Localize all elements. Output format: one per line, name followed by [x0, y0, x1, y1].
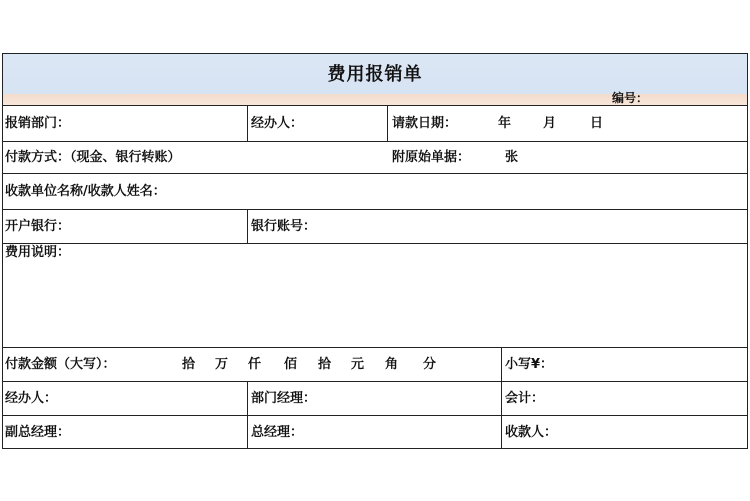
accountant-label: 会计：	[505, 391, 545, 406]
general-manager-label: 总经理：	[251, 425, 304, 440]
bank-label: 开户银行：	[5, 219, 71, 234]
row-divider	[2, 243, 748, 244]
payee-sign-label: 收款人：	[505, 425, 558, 440]
bottom-border	[2, 448, 748, 449]
cell-divider	[501, 347, 502, 448]
amount-unit: 拾	[318, 357, 332, 372]
amount-unit: 元	[351, 357, 365, 372]
day-label: 日	[590, 116, 604, 131]
row-divider	[2, 347, 748, 348]
row-divider	[2, 173, 748, 174]
row-divider	[2, 415, 748, 416]
amount-uppercase-label: 付款金额（大写）：	[5, 357, 116, 372]
top-border	[2, 53, 748, 54]
amount-unit: 佰	[284, 357, 298, 372]
attachments-label: 附原始单据：	[392, 150, 471, 165]
payee-label: 收款单位名称/收款人姓名：	[5, 184, 166, 199]
amount-lowercase-label: 小写¥：	[505, 357, 554, 372]
description-label: 费用说明：	[5, 245, 71, 260]
left-border	[2, 53, 3, 449]
right-border	[747, 53, 748, 449]
form-title: 费用报销单	[327, 64, 423, 85]
bank-account-label: 银行账号：	[251, 219, 317, 234]
dept-manager-label: 部门经理：	[251, 391, 317, 406]
amount-unit: 分	[423, 357, 437, 372]
cell-divider	[387, 105, 388, 141]
cell-divider	[247, 105, 248, 141]
row-divider	[2, 209, 748, 210]
amount-unit: 仟	[248, 357, 262, 372]
row-divider	[2, 381, 748, 382]
amount-unit: 万	[215, 357, 229, 372]
amount-unit: 拾	[182, 357, 196, 372]
department-label: 报销部门：	[5, 116, 71, 131]
row-divider	[2, 141, 748, 142]
year-label: 年	[498, 116, 512, 131]
request-date-label: 请款日期：	[392, 116, 458, 131]
cell-divider	[247, 209, 248, 243]
serial-number-label: 编号：	[612, 91, 649, 105]
handler-label: 经办人：	[251, 116, 304, 131]
cell-divider	[247, 381, 248, 448]
sheets-unit-label: 张	[505, 150, 519, 165]
payment-method-label: 付款方式：（现金、银行转账）	[5, 150, 181, 165]
month-label: 月	[543, 116, 557, 131]
row-divider	[2, 105, 748, 106]
amount-unit: 角	[385, 357, 399, 372]
deputy-gm-label: 副总经理：	[5, 425, 71, 440]
handler-sign-label: 经办人：	[5, 391, 58, 406]
